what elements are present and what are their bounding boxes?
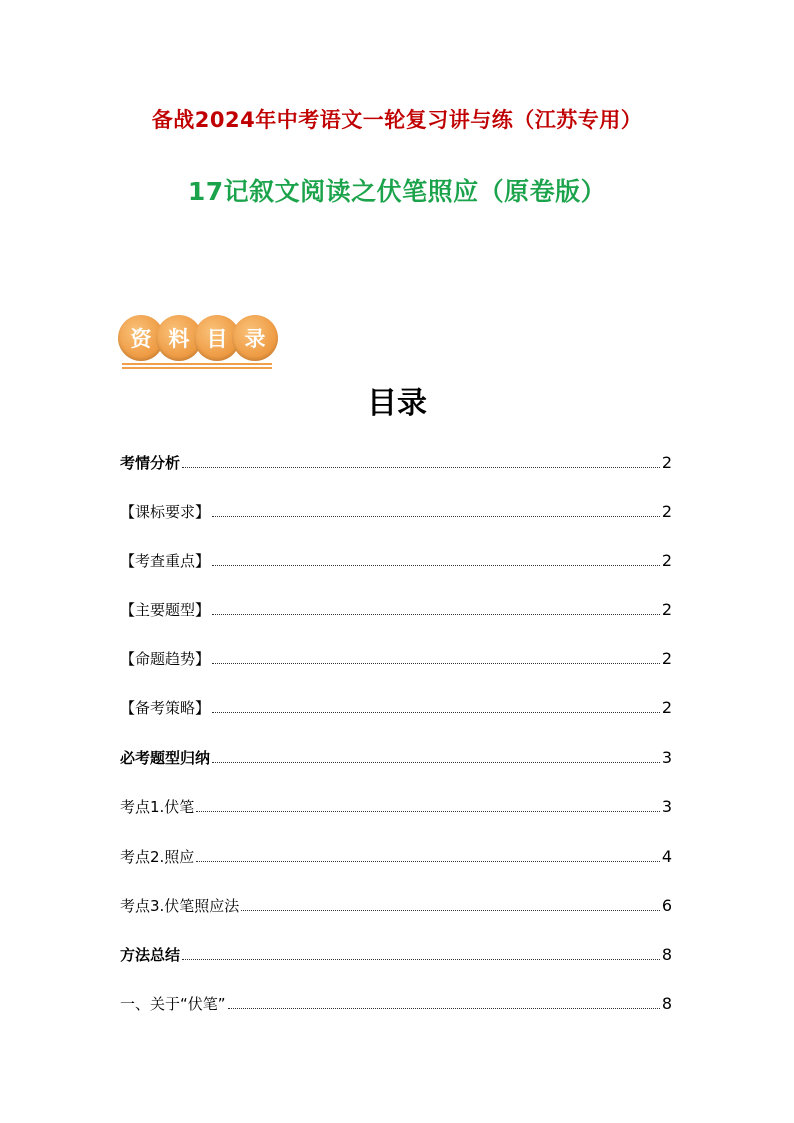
toc-entry-topic-3[interactable]: [120, 890, 672, 916]
toc-leader-dots: [196, 810, 660, 812]
toc-page-number: 6: [661, 896, 672, 915]
document-subtitle: 17记叙文阅读之伏笔照应（原卷版）: [187, 177, 607, 206]
toc-page-number: 2: [661, 649, 672, 668]
toc-entry-label: 【命题趋势】: [120, 650, 211, 668]
toc-entry-label: 考点1.伏笔: [120, 798, 195, 816]
toc-page-number: 3: [661, 748, 672, 767]
toc-entry-strategies[interactable]: [120, 692, 672, 718]
toc-entry-label: 方法总结: [120, 946, 181, 964]
toc-entry-label: 考点3.伏笔照应法: [120, 897, 240, 915]
toc-entry-method-summary[interactable]: [120, 939, 672, 965]
badge-char-3: 目: [194, 315, 240, 361]
toc-entry-trends[interactable]: [120, 643, 672, 669]
toc-leader-dots: [196, 860, 660, 862]
toc-entry-topic-2[interactable]: [120, 841, 672, 867]
toc-heading: 目录: [367, 386, 427, 421]
badge-char-4: 录: [232, 315, 278, 361]
toc-leader-dots: [241, 909, 660, 911]
toc-entry-about-foreshadowing[interactable]: [120, 988, 672, 1014]
toc-page-number: 2: [661, 502, 672, 521]
badge-char-2: 料: [156, 315, 202, 361]
toc-page-number: 8: [661, 945, 672, 964]
toc-leader-dots: [212, 613, 660, 615]
toc-entry-label: 必考题型归纳: [120, 749, 211, 767]
toc-entry-curriculum-requirements[interactable]: [120, 496, 672, 522]
toc-entry-label: 考点2.照应: [120, 848, 195, 866]
toc-entry-label: 考情分析: [120, 454, 181, 472]
toc-entry-label: 一、关于“伏笔”: [120, 995, 226, 1013]
toc-page-number: 8: [661, 994, 672, 1013]
toc-entry-question-types[interactable]: [120, 594, 672, 620]
toc-leader-dots: [228, 1007, 660, 1009]
toc-entry-question-summary[interactable]: [120, 742, 672, 768]
toc-leader-dots: [212, 761, 660, 763]
toc-leader-dots: [212, 515, 660, 517]
toc-page-number: 2: [661, 698, 672, 717]
toc-entry-label: 【主要题型】: [120, 601, 211, 619]
toc-entry-label: 【考查重点】: [120, 552, 211, 570]
badge-underline-2: [122, 367, 272, 369]
document-title: 备战2024年中考语文一轮复习讲与练（江苏专用）: [151, 108, 643, 132]
toc-page-number: 3: [661, 797, 672, 816]
toc-page-number: 2: [661, 600, 672, 619]
toc-leader-dots: [212, 564, 660, 566]
toc-leader-dots: [212, 711, 660, 713]
toc-entry-topic-1[interactable]: [120, 791, 672, 817]
toc-entry-label: 【课标要求】: [120, 503, 211, 521]
toc-leader-dots: [182, 958, 660, 960]
toc-badge-logo: [118, 313, 276, 369]
toc-entry-label: 【备考策略】: [120, 699, 211, 717]
toc-entry-exam-analysis[interactable]: [120, 447, 672, 473]
toc-entry-key-points[interactable]: [120, 545, 672, 571]
toc-page-number: 2: [661, 453, 672, 472]
toc-page-number: 4: [661, 847, 672, 866]
badge-underline-1: [122, 363, 272, 365]
toc-page-number: 2: [661, 551, 672, 570]
badge-char-1: 资: [118, 315, 164, 361]
toc-leader-dots: [182, 466, 660, 468]
toc-leader-dots: [212, 662, 660, 664]
